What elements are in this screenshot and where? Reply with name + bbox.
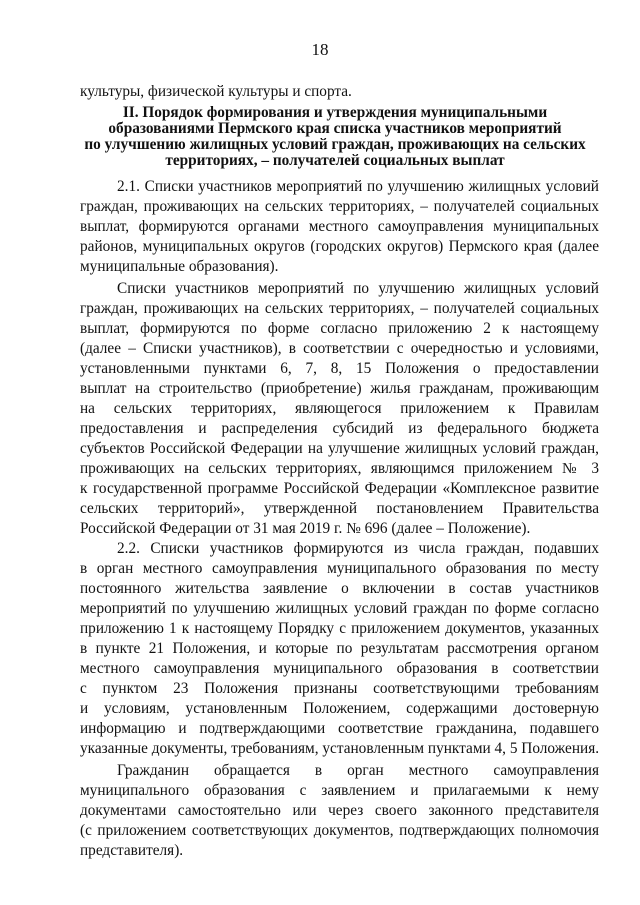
- text-line: в орган местного самоуправления муниципального образования по месту: [80, 560, 599, 577]
- heading-line: территориях, – получателей социальных выплат: [165, 152, 505, 169]
- text-line: граждан, проживающих на сельских территориях, – получателей социальных: [80, 300, 599, 317]
- text-line: документами самостоятельно или через своего законного представителя: [80, 802, 599, 819]
- text-line: выплат, формируются органами местного самоуправления муниципальных: [80, 218, 599, 235]
- heading-line: образованиями Пермского края списка участников мероприятий: [108, 120, 562, 137]
- text-line: установленными пунктами 6, 7, 8, 15 Положения о предоставлении: [80, 360, 599, 377]
- text-line: приложению 1 к настоящему Порядку с приложением документов, указанных: [80, 620, 599, 637]
- heading-line: II. Порядок формирования и утверждения муниципальными: [122, 104, 548, 121]
- text-line: сельских территорий», утвержденной постановлением Правительства: [80, 500, 599, 517]
- text-line: и условиям, установленным Положением, содержащими достоверную: [80, 700, 599, 717]
- text-line: выплат, формируются по форме согласно приложению 2 к настоящему: [80, 320, 599, 337]
- text-line: субъектов Российской Федерации на улучшение жилищных условий граждан,: [80, 440, 599, 457]
- text-line: местного самоуправления муниципального образования в соответствии: [80, 660, 599, 677]
- page-number: 18: [311, 40, 329, 59]
- text-line: Списки участников мероприятий по улучшению жилищных условий: [117, 280, 599, 297]
- text-line: на сельских территориях, являющегося приложением к Правилам: [80, 400, 599, 417]
- text-line: в пункте 21 Положения, и которые по результатам рассмотрения органом: [80, 640, 599, 657]
- text-line: с пунктом 23 Положения признаны соответствующими требованиям: [80, 680, 599, 697]
- text-line: муниципального образования с заявлением и прилагаемыми к нему: [80, 782, 599, 799]
- text-line: граждан, проживающих на сельских территориях, – получателей социальных: [80, 198, 599, 215]
- text-line: районов, муниципальных округов (городских округов) Пермского края (далее: [80, 238, 599, 255]
- text-line: представителя).: [80, 842, 184, 859]
- text-line: Российской Федерации от 31 мая 2019 г. № 696 (далее – Положение).: [80, 520, 531, 537]
- text-line: 2.2. Списки участников формируются из числа граждан, подавших: [117, 540, 599, 557]
- text-line: муниципальные образования).: [80, 258, 279, 275]
- text-line: информацию и подтверждающими соответствие гражданина, подавшего: [80, 720, 599, 737]
- text-line: культуры, физической культуры и спорта.: [80, 83, 352, 100]
- text-line: выплат на строительство (приобретение) жилья гражданам, проживающим: [80, 380, 599, 397]
- text-line: мероприятий по улучшению жилищных условий граждан по форме согласно: [80, 600, 599, 617]
- text-line: предоставления и распределения субсидий из федерального бюджета: [80, 420, 599, 437]
- text-line: Гражданин обращается в орган местного самоуправления: [117, 762, 599, 779]
- text-line: 2.1. Списки участников мероприятий по улучшению жилищных условий: [117, 178, 599, 195]
- text-line: указанные документы, требованиям, установленным пунктами 4, 5 Положения.: [80, 740, 600, 757]
- heading-line: по улучшению жилищных условий граждан, проживающих на сельских: [84, 136, 586, 153]
- text-line: проживающих на сельских территориях, являющимся приложением № 3: [80, 460, 599, 477]
- text-line: постоянного жительства заявление о включении в состав участников: [80, 580, 599, 597]
- text-line: (далее – Списки участников), в соответствии с очередностью и условиями,: [80, 340, 599, 357]
- text-line: к государственной программе Российской Федерации «Комплексное развитие: [80, 480, 599, 497]
- text-line: (с приложением соответствующих документов, подтверждающих полномочия: [80, 822, 599, 839]
